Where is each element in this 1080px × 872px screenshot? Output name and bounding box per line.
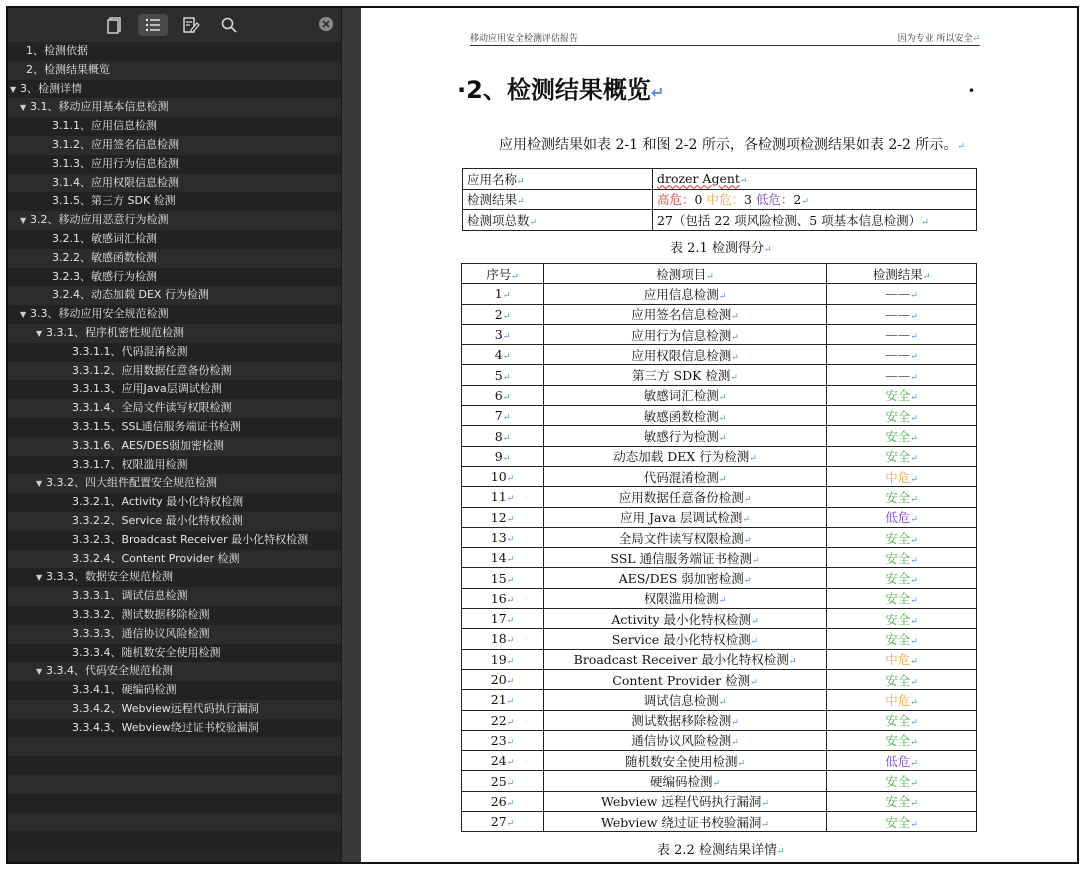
outline-empty-row — [8, 756, 341, 775]
outline-item-label: 3.1.2、应用签名信息检测 — [52, 137, 179, 151]
outline-item-label: 3.3.1.7、权限滥用检测 — [72, 457, 188, 471]
table-row — [462, 568, 977, 588]
row-number-cell: 13↵ — [462, 527, 544, 547]
table-row — [463, 210, 977, 231]
check-item-cell: 代码混淆检测↵ — [544, 466, 827, 486]
table-row — [462, 812, 977, 832]
table-row — [462, 527, 977, 547]
column-header: 序号↵ — [462, 264, 544, 284]
row-number-cell: 23↵ — [462, 730, 544, 750]
outline-item-label: 3.3.2.4、Content Provider 检测 — [72, 551, 240, 565]
outline-item[interactable] — [8, 268, 341, 287]
table-row — [462, 791, 977, 811]
outline-item-label: 3.2.4、动态加载 DEX 行为检测 — [52, 288, 209, 302]
outline-item[interactable] — [8, 136, 341, 155]
outline-item-label: 3.3.2、四大组件配置安全规范检测 — [46, 476, 217, 490]
annotate-icon[interactable] — [176, 14, 206, 36]
outline-item-label: 3.3.1.6、AES/DES弱加密检测 — [72, 438, 225, 452]
disclosure-triangle-icon[interactable]: ▼ — [36, 667, 43, 677]
check-result-cell: 安全↵ — [827, 406, 977, 426]
check-result-cell: 安全↵ — [827, 527, 977, 547]
outline-item-label: 3.3.4.2、Webview远程代码执行漏洞 — [72, 701, 259, 715]
check-item-cell: 随机数安全使用检测↵ — [544, 751, 827, 771]
row-number-cell: 12↵ — [462, 507, 544, 527]
check-item-cell: 调试信息检测↵ — [544, 690, 827, 710]
row-number-cell: 14↵ — [462, 548, 544, 568]
outline-icon[interactable] — [138, 14, 168, 36]
check-result-cell: 安全↵ — [827, 568, 977, 588]
row-number-cell: 1↵ — [462, 284, 544, 304]
check-item-cell: Activity 最小化特权检测↵ — [544, 609, 827, 629]
check-result-cell: ——↵ — [827, 345, 977, 365]
check-item-cell: 通信协议风险检测↵ — [544, 730, 827, 750]
row-number-cell: 20↵ — [462, 669, 544, 689]
check-result-cell: 安全↵ — [827, 812, 977, 832]
check-result-cell: 安全↵ — [827, 629, 977, 649]
check-result-cell: 中危↵ — [827, 649, 977, 669]
table-row — [462, 710, 977, 730]
table-row — [462, 771, 977, 791]
outline-item[interactable] — [8, 644, 341, 663]
check-item-cell: 权限滥用检测↵ — [544, 588, 827, 608]
table-row — [462, 304, 977, 324]
check-item-cell: Content Provider 检测↵ — [544, 669, 827, 689]
check-result-cell: 安全↵ — [827, 771, 977, 791]
outline-item[interactable] — [8, 700, 341, 719]
paragraph-mark-icon: ↵ — [650, 83, 665, 102]
outline-item-label: 3.3、移动应用安全规范检测 — [30, 307, 169, 321]
outline-item[interactable] — [8, 550, 341, 569]
check-result-cell: 安全↵ — [827, 669, 977, 689]
disclosure-triangle-icon[interactable]: ▼ — [20, 216, 27, 226]
table-row — [462, 466, 977, 486]
column-header: 检测结果↵ — [827, 264, 977, 284]
table-cell: 检测结果↵ — [463, 189, 653, 210]
outline-item-label: 3.1、移动应用基本信息检测 — [30, 100, 169, 114]
table-row — [462, 548, 977, 568]
check-result-cell: 安全↵ — [827, 609, 977, 629]
page-title: ·2、检测结果概览↵ — [457, 76, 665, 104]
outline-item[interactable] — [8, 286, 341, 305]
outline-item-label: 3.1.5、第三方 SDK 检测 — [52, 194, 176, 208]
outline-item[interactable] — [8, 230, 341, 249]
high-risk-count: 0 — [694, 192, 703, 208]
outline-empty-row — [8, 813, 341, 832]
outline-item[interactable] — [8, 587, 341, 606]
row-number-cell: 15↵ — [462, 568, 544, 588]
outline-item[interactable] — [8, 174, 341, 193]
row-number-cell: 10↵ — [462, 466, 544, 486]
outline-item[interactable] — [8, 531, 341, 550]
outline-item[interactable] — [8, 211, 341, 230]
check-item-cell: 敏感词汇检测↵ — [544, 385, 827, 405]
check-result-cell: 安全↵ — [827, 588, 977, 608]
outline-item[interactable] — [8, 399, 341, 418]
row-number-cell: 24↵ — [462, 751, 544, 771]
outline-item-label: 3.3.1.4、全局文件读写权限检测 — [72, 401, 232, 415]
row-number-cell: 7↵ — [462, 406, 544, 426]
outline-item-label: 1、检测依据 — [26, 44, 88, 57]
check-item-cell: Service 最小化特权检测↵ — [544, 629, 827, 649]
table-row — [462, 385, 977, 405]
check-result-cell: ——↵ — [827, 365, 977, 385]
row-number-cell: 19↵ — [462, 649, 544, 669]
check-item-cell: Broadcast Receiver 最小化特权检测↵ — [544, 649, 827, 669]
table-row — [462, 690, 977, 710]
outline-item-label: 3.1.1、应用信息检测 — [52, 119, 157, 133]
outline-item[interactable] — [8, 681, 341, 700]
outline-item-label: 3.2.2、敏感函数检测 — [52, 250, 157, 264]
outline-item-label: 3.3.3.4、随机数安全使用检测 — [72, 645, 221, 659]
table-row — [463, 189, 977, 210]
table-row — [462, 649, 977, 669]
table-row — [462, 284, 977, 304]
table-row — [463, 169, 977, 190]
thumbnail-icon[interactable] — [100, 14, 130, 36]
check-item-cell: SSL 通信服务端证书检测↵ — [544, 548, 827, 568]
document-page — [361, 8, 1077, 862]
check-result-cell: 中危↵ — [827, 690, 977, 710]
outline-empty-row — [8, 775, 341, 794]
check-item-cell: AES/DES 弱加密检测↵ — [544, 568, 827, 588]
outline-item[interactable] — [8, 192, 341, 211]
row-number-cell: 16↵ — [462, 588, 544, 608]
table-cell: 高危：0 中危：3 低危：2↵ — [653, 189, 977, 210]
outline-item-label: 3.3.1.1、代码混淆检测 — [72, 344, 188, 358]
outline-item[interactable] — [8, 474, 341, 493]
disclosure-triangle-icon[interactable]: ▼ — [20, 310, 27, 320]
outline-list — [8, 42, 341, 850]
outline-item[interactable] — [8, 324, 341, 343]
outline-item-label: 3.3.3.2、测试数据移除检测 — [72, 607, 210, 621]
column-header: 检测项目↵ — [544, 264, 827, 284]
outline-item[interactable] — [8, 512, 341, 531]
outline-item-label: 3.3.3.3、通信协议风险检测 — [72, 626, 210, 640]
check-item-cell: 应用 Java 层调试检测↵ — [544, 507, 827, 527]
outline-item[interactable] — [8, 380, 341, 399]
outline-item[interactable] — [8, 418, 341, 437]
outline-item[interactable] — [8, 155, 341, 174]
disclosure-triangle-icon[interactable]: ▼ — [36, 573, 43, 583]
intro-paragraph: 应用检测结果如表 2-1 和图 2-2 所示，各检测项检测结果如表 2-2 所示。↵ — [499, 137, 965, 153]
check-result-cell: 安全↵ — [827, 710, 977, 730]
table-row — [462, 446, 977, 466]
disclosure-triangle-icon[interactable]: ▼ — [10, 84, 17, 94]
outline-empty-row — [8, 737, 341, 756]
app-window — [6, 6, 1079, 864]
disclosure-triangle-icon[interactable]: ▼ — [36, 328, 43, 338]
check-result-cell: 安全↵ — [827, 791, 977, 811]
table-header-row — [462, 264, 977, 284]
check-item-cell: 敏感函数检测↵ — [544, 406, 827, 426]
table-row — [462, 365, 977, 385]
outline-item-label: 3.3.1.2、应用数据任意备份检测 — [72, 363, 232, 377]
header-left: 移动应用安全检测评估报告 — [470, 34, 579, 44]
check-item-cell: 应用数据任意备份检测↵ — [544, 487, 827, 507]
check-item-cell: 动态加载 DEX 行为检测↵ — [544, 446, 827, 466]
check-result-cell: 安全↵ — [827, 487, 977, 507]
check-item-cell: Webview 远程代码执行漏洞↵ — [544, 791, 827, 811]
outline-item[interactable] — [8, 456, 341, 475]
table-row — [462, 609, 977, 629]
outline-sidebar — [8, 8, 341, 862]
check-item-cell: 敏感行为检测↵ — [544, 426, 827, 446]
check-result-cell: 低危↵ — [827, 507, 977, 527]
check-item-cell: Webview 绕过证书校验漏洞↵ — [544, 812, 827, 832]
check-result-cell: ——↵ — [827, 304, 977, 324]
table-row — [462, 669, 977, 689]
title-bullet: · — [968, 78, 975, 102]
outline-item-label: 3.3.2.1、Activity 最小化特权检测 — [72, 495, 244, 509]
row-number-cell: 27↵ — [462, 812, 544, 832]
check-result-cell: 安全↵ — [827, 446, 977, 466]
check-item-cell: 应用权限信息检测↵ — [544, 345, 827, 365]
check-item-cell: 应用行为信息检测↵ — [544, 324, 827, 344]
check-result-cell: ——↵ — [827, 324, 977, 344]
disclosure-triangle-icon[interactable]: ▼ — [20, 103, 27, 113]
row-number-cell: 22↵ — [462, 710, 544, 730]
check-result-cell: 中危↵ — [827, 466, 977, 486]
outline-item-label: 2、检测结果概览 — [26, 62, 110, 76]
table-cell: 检测项总数↵ — [463, 210, 653, 231]
outline-item-label: 3.2.1、敏感词汇检测 — [52, 231, 157, 245]
table1-caption: 表 2.1 检测得分↵ — [670, 241, 772, 256]
table-row — [462, 426, 977, 446]
row-number-cell: 9↵ — [462, 446, 544, 466]
sidebar-toolbar — [8, 8, 341, 42]
outline-item-label: 3.2.3、敏感行为检测 — [52, 269, 157, 283]
outline-item[interactable] — [8, 343, 341, 362]
outline-item[interactable] — [8, 61, 341, 80]
row-number-cell: 8↵ — [462, 426, 544, 446]
outline-item[interactable] — [8, 625, 341, 644]
outline-item-label: 3.3.4.1、硬编码检测 — [72, 683, 177, 697]
row-number-cell: 4↵ — [462, 345, 544, 365]
table-cell: 应用名称↵ — [463, 169, 653, 190]
row-number-cell: 21↵ — [462, 690, 544, 710]
check-result-cell: ——↵ — [827, 284, 977, 304]
row-number-cell: 26↵ — [462, 791, 544, 811]
outline-item-label: 3.2、移动应用恶意行为检测 — [30, 213, 169, 227]
row-number-cell: 25↵ — [462, 771, 544, 791]
outline-item-label: 3.3.2.2、Service 最小化特权检测 — [72, 513, 243, 527]
results-table — [461, 263, 977, 832]
table-row — [462, 730, 977, 750]
row-number-cell: 6↵ — [462, 385, 544, 405]
table-row — [462, 588, 977, 608]
outline-item[interactable] — [8, 80, 341, 99]
check-result-cell: 安全↵ — [827, 426, 977, 446]
table-row — [462, 629, 977, 649]
check-result-cell: 安全↵ — [827, 385, 977, 405]
row-number-cell: 11↵ — [462, 487, 544, 507]
outline-item[interactable] — [8, 606, 341, 625]
outline-item-label: 3.3.3、数据安全规范检测 — [46, 570, 173, 584]
table-row — [462, 751, 977, 771]
outline-item-label: 3.3.1、程序机密性规范检测 — [46, 325, 184, 339]
table-cell: drozer Agent↵ — [653, 169, 977, 190]
check-result-cell: 低危↵ — [827, 751, 977, 771]
outline-item-label: 3.1.3、应用行为信息检测 — [52, 156, 179, 170]
outline-item[interactable] — [8, 493, 341, 512]
table-row — [462, 487, 977, 507]
row-number-cell: 3↵ — [462, 324, 544, 344]
sidebar-splitter[interactable] — [341, 8, 361, 862]
outline-item[interactable] — [8, 98, 341, 117]
outline-item[interactable] — [8, 362, 341, 381]
table-cell: 27（包括 22 项风险检测、5 项基本信息检测）↵ — [653, 210, 977, 231]
search-icon[interactable] — [214, 14, 244, 36]
outline-empty-row — [8, 794, 341, 813]
table-row — [462, 324, 977, 344]
row-number-cell: 17↵ — [462, 609, 544, 629]
outline-item-label: 3.3.3.1、调试信息检测 — [72, 589, 188, 603]
outline-item[interactable] — [8, 249, 341, 268]
outline-item-label: 3.3.2.3、Broadcast Receiver 最小化特权检测 — [72, 532, 309, 546]
table-row — [462, 507, 977, 527]
outline-item[interactable] — [8, 42, 341, 61]
outline-item[interactable] — [8, 568, 341, 587]
outline-item[interactable] — [8, 662, 341, 681]
header-right: 因为专业 所以安全↵ — [897, 34, 980, 44]
row-number-cell: 2↵ — [462, 304, 544, 324]
check-item-cell: 硬编码检测↵ — [544, 771, 827, 791]
close-icon[interactable] — [319, 17, 333, 31]
outline-item[interactable] — [8, 305, 341, 324]
low-risk-count: 2 — [793, 192, 802, 208]
outline-item-label: 3.3.4.3、Webview绕过证书校验漏洞 — [72, 720, 259, 734]
check-result-cell: 安全↵ — [827, 730, 977, 750]
outline-item-label: 3.3.1.3、应用Java层调试检测 — [72, 382, 222, 396]
table-row — [462, 345, 977, 365]
outline-item-label: 3.3.1.5、SSL通信服务端证书检测 — [72, 419, 241, 433]
mid-risk-count: 3 — [743, 192, 752, 208]
outline-item-label: 3、检测详情 — [20, 81, 82, 95]
row-number-cell: 5↵ — [462, 365, 544, 385]
row-number-cell: 18↵ — [462, 629, 544, 649]
outline-item[interactable] — [8, 437, 341, 456]
table2-caption: 表 2.2 检测结果详情↵ — [657, 843, 785, 858]
outline-empty-row — [8, 831, 341, 850]
disclosure-triangle-icon[interactable]: ▼ — [36, 479, 43, 489]
check-item-cell: 测试数据移除检测↵ — [544, 710, 827, 730]
check-result-cell: 安全↵ — [827, 548, 977, 568]
outline-item-label: 3.1.4、应用权限信息检测 — [52, 175, 179, 189]
table-row — [462, 406, 977, 426]
mid-risk-label: 中危： — [706, 192, 744, 208]
outline-item-label: 3.3.4、代码安全规范检测 — [46, 664, 173, 678]
high-risk-label: 高危： — [657, 192, 695, 208]
low-risk-label: 低危： — [755, 192, 794, 208]
outline-item[interactable] — [8, 719, 341, 738]
check-item-cell: 应用签名信息检测↵ — [544, 304, 827, 324]
check-item-cell: 第三方 SDK 检测↵ — [544, 365, 827, 385]
check-item-cell: 应用信息检测↵ — [544, 284, 827, 304]
score-table — [462, 168, 977, 231]
outline-item[interactable] — [8, 117, 341, 136]
check-item-cell: 全局文件读写权限检测↵ — [544, 527, 827, 547]
page-header — [470, 30, 980, 46]
